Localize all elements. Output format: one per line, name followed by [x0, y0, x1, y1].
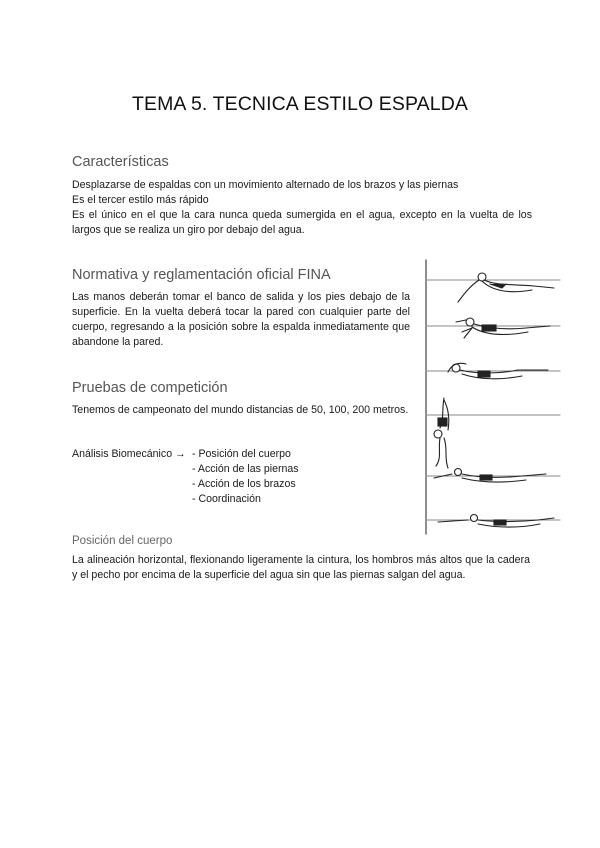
section-heading-pruebas: Pruebas de competición [72, 380, 228, 396]
caracteristicas-text [72, 178, 532, 238]
analisis-item: - Posición del cuerpo [192, 448, 291, 460]
caracteristicas-line-1: Desplazarse de espaldas con un movimiento alternado de los brazos y las piernas [72, 179, 459, 191]
caracteristicas-line-2: Es el tercer estilo más rápido [72, 194, 209, 206]
swimmer-pushoff-figure [456, 318, 550, 338]
swimmer-start-figure [458, 273, 554, 302]
section-heading-caracteristicas: Características [72, 154, 169, 170]
normativa-text: Las manos deberán tomar el banco de salida y los pies debajo de la superficie. En la vuelta deberá tocar la pared con cualquier parte del cuerpo, regresando a la posición sobre la espalda inmediatamente que abandone la pared. [72, 291, 410, 348]
pruebas-text: Tenemos de campeonato del mundo distancias de 50, 100, 200 metros. [72, 404, 409, 416]
backstroke-sequence-illustration [422, 258, 562, 536]
swimmer-turn-figure [434, 398, 449, 468]
section-heading-normativa: Normativa y reglamentación oficial FINA [72, 267, 331, 283]
section-heading-posicion: Posición del cuerpo [72, 535, 173, 547]
posicion-text: La alineación horizontal, flexionando ligeramente la cintura, los hombros más altos que la cadera y el pecho por encima de la superficie del agua sin que las piernas salgan del agua. [72, 554, 530, 581]
page-title: TEMA 5. TECNICA ESTILO ESPALDA [131, 93, 469, 115]
analisis-item: - Acción de los brazos [192, 478, 296, 490]
swimmer-surface-figure [438, 515, 554, 528]
analisis-item: - Acción de las piernas [192, 463, 299, 475]
analisis-item: - Coordinación [192, 493, 261, 505]
analisis-list [192, 447, 299, 507]
swimmer-streamline-figure [434, 469, 546, 483]
caracteristicas-line-3: Es el único en el que la cara nunca queda sumergida en el agua, excepto en la vuelta de los largos que se realiza un giro por debajo del agua. [72, 209, 532, 236]
analisis-label: Análisis Biomecánico → [72, 448, 186, 460]
